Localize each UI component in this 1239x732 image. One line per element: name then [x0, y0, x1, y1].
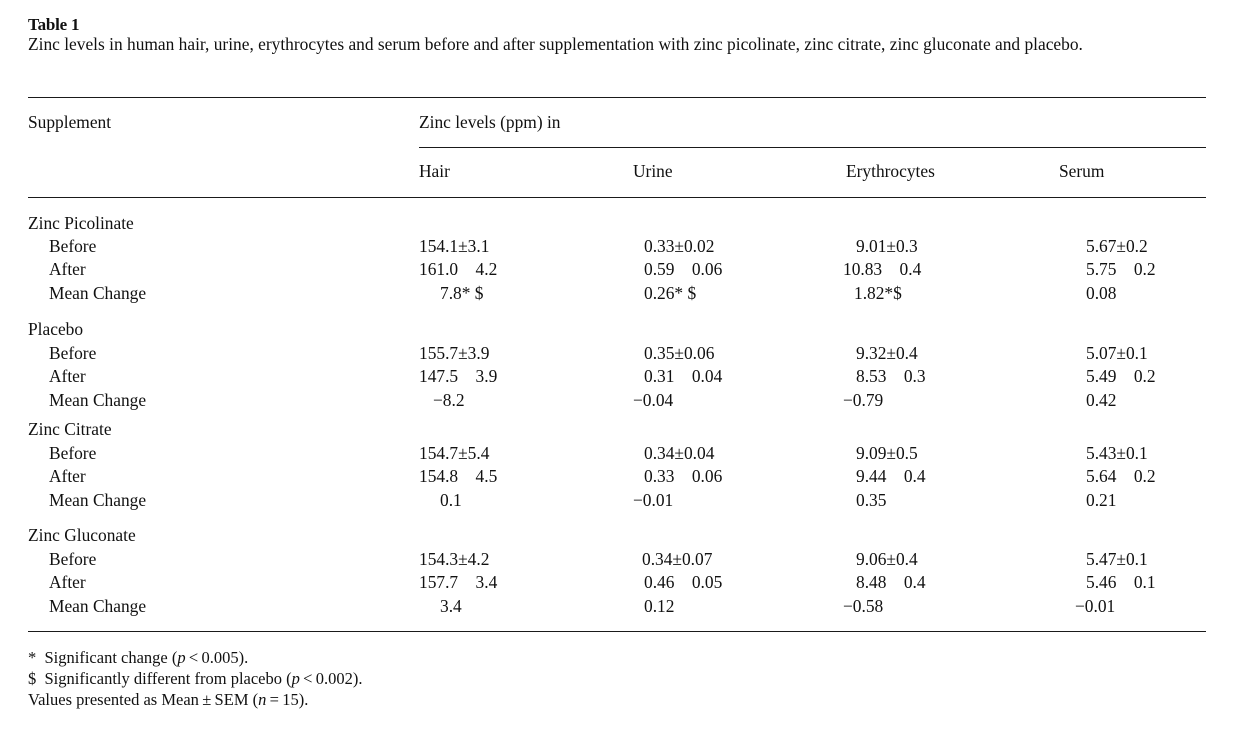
cell-erythrocytes: 10.83 0.4	[843, 259, 922, 279]
row-label: Mean Change	[49, 596, 147, 616]
row-label: Mean Change	[49, 390, 147, 410]
cell-erythrocytes: 9.01±0.3	[856, 236, 918, 256]
cell-urine: 0.12	[644, 596, 675, 616]
cell-urine: 0.31 0.04	[644, 366, 723, 386]
cell-erythrocytes: 9.06±0.4	[856, 549, 918, 569]
cell-urine: 0.26* $	[644, 283, 697, 303]
cell-erythrocytes: −0.79	[843, 390, 884, 410]
header-urine: Urine	[633, 161, 673, 181]
row-label: After	[49, 366, 86, 386]
cell-hair: 154.3±4.2	[419, 549, 490, 569]
header-supplement: Supplement	[28, 112, 112, 132]
table-caption: Zinc levels in human hair, urine, erythrocytes and serum before and after supplementation with zinc picolinate, zinc citrate, zinc gluconate and placebo.	[28, 34, 1083, 54]
row-label: After	[49, 572, 86, 592]
cell-hair: 155.7±3.9	[419, 343, 490, 363]
cell-urine: 0.33±0.02	[644, 236, 715, 256]
cell-urine: 0.33 0.06	[644, 466, 723, 486]
footnote-values-presented	[28, 689, 308, 710]
footnote-n: n	[258, 690, 267, 709]
footnote-tail: < 0.002).	[299, 669, 363, 688]
cell-serum: 0.08	[1086, 283, 1117, 303]
cell-urine: 0.34±0.04	[644, 443, 715, 463]
footnote-significant-change	[28, 647, 248, 668]
cell-serum: 5.75 0.2	[1086, 259, 1156, 279]
cell-hair: 3.4	[440, 596, 462, 616]
cell-urine: −0.04	[633, 390, 674, 410]
footnote-tail: = 15).	[266, 690, 309, 709]
cell-urine: 0.35±0.06	[644, 343, 715, 363]
header-group: Zinc levels (ppm) in	[419, 112, 561, 132]
header-erythrocytes: Erythrocytes	[846, 161, 935, 181]
group-label: Placebo	[28, 319, 84, 339]
footnote-text: Significantly different from placebo (	[44, 669, 292, 688]
cell-urine: 0.59 0.06	[644, 259, 723, 279]
cell-urine: 0.46 0.05	[644, 572, 723, 592]
cell-serum: 5.67±0.2	[1086, 236, 1148, 256]
cell-erythrocytes: 8.53 0.3	[856, 366, 926, 386]
cell-urine: −0.01	[633, 490, 674, 510]
cell-erythrocytes: 0.35	[856, 490, 887, 510]
row-label: Before	[49, 343, 97, 363]
cell-erythrocytes: 9.44 0.4	[856, 466, 926, 486]
group-rule	[419, 147, 1206, 148]
cell-erythrocytes: 9.09±0.5	[856, 443, 918, 463]
cell-serum: 5.46 0.1	[1086, 572, 1156, 592]
footnote-different-from-placebo	[28, 668, 363, 689]
footnote-p: p	[177, 648, 186, 667]
group-label: Zinc Citrate	[28, 419, 112, 439]
footnote-text: Significant change (	[44, 648, 178, 667]
cell-hair: 154.7±5.4	[419, 443, 490, 463]
cell-urine: 0.34±0.07	[642, 549, 713, 569]
cell-serum: −0.01	[1075, 596, 1116, 616]
footnote-p: p	[291, 669, 300, 688]
row-label: After	[49, 466, 86, 486]
row-label: Mean Change	[49, 283, 147, 303]
cell-hair: 154.8 4.5	[419, 466, 498, 486]
cell-serum: 0.42	[1086, 390, 1117, 410]
cell-erythrocytes: 8.48 0.4	[856, 572, 926, 592]
cell-hair: 157.7 3.4	[419, 572, 498, 592]
cell-serum: 5.49 0.2	[1086, 366, 1156, 386]
cell-hair: 0.1	[440, 490, 462, 510]
footnote-mark: $	[28, 669, 37, 688]
top-rule	[28, 97, 1206, 98]
cell-erythrocytes: 9.32±0.4	[856, 343, 918, 363]
cell-serum: 5.07±0.1	[1086, 343, 1148, 363]
cell-hair: −8.2	[433, 390, 465, 410]
row-label: Before	[49, 236, 97, 256]
row-label: After	[49, 259, 86, 279]
cell-erythrocytes: 1.82*$	[854, 283, 902, 303]
group-label: Zinc Gluconate	[28, 525, 136, 545]
cell-hair: 147.5 3.9	[419, 366, 498, 386]
header-serum: Serum	[1059, 161, 1105, 181]
row-label: Mean Change	[49, 490, 147, 510]
row-label: Before	[49, 549, 97, 569]
footnote-mark: *	[28, 648, 37, 667]
cell-hair: 161.0 4.2	[419, 259, 498, 279]
cell-serum: 5.64 0.2	[1086, 466, 1156, 486]
cell-serum: 0.21	[1086, 490, 1117, 510]
cell-erythrocytes: −0.58	[843, 596, 884, 616]
footnote-text: Values presented as Mean ± SEM (	[28, 690, 259, 709]
header-rule	[28, 197, 1206, 198]
cell-hair: 154.1±3.1	[419, 236, 490, 256]
footnote-tail: < 0.005).	[185, 648, 249, 667]
cell-serum: 5.47±0.1	[1086, 549, 1148, 569]
header-hair: Hair	[419, 161, 450, 181]
row-label: Before	[49, 443, 97, 463]
group-label: Zinc Picolinate	[28, 213, 134, 233]
cell-serum: 5.43±0.1	[1086, 443, 1148, 463]
table-title: Table 1	[28, 15, 80, 34]
bottom-rule	[28, 631, 1206, 632]
cell-hair: 7.8* $	[440, 283, 484, 303]
